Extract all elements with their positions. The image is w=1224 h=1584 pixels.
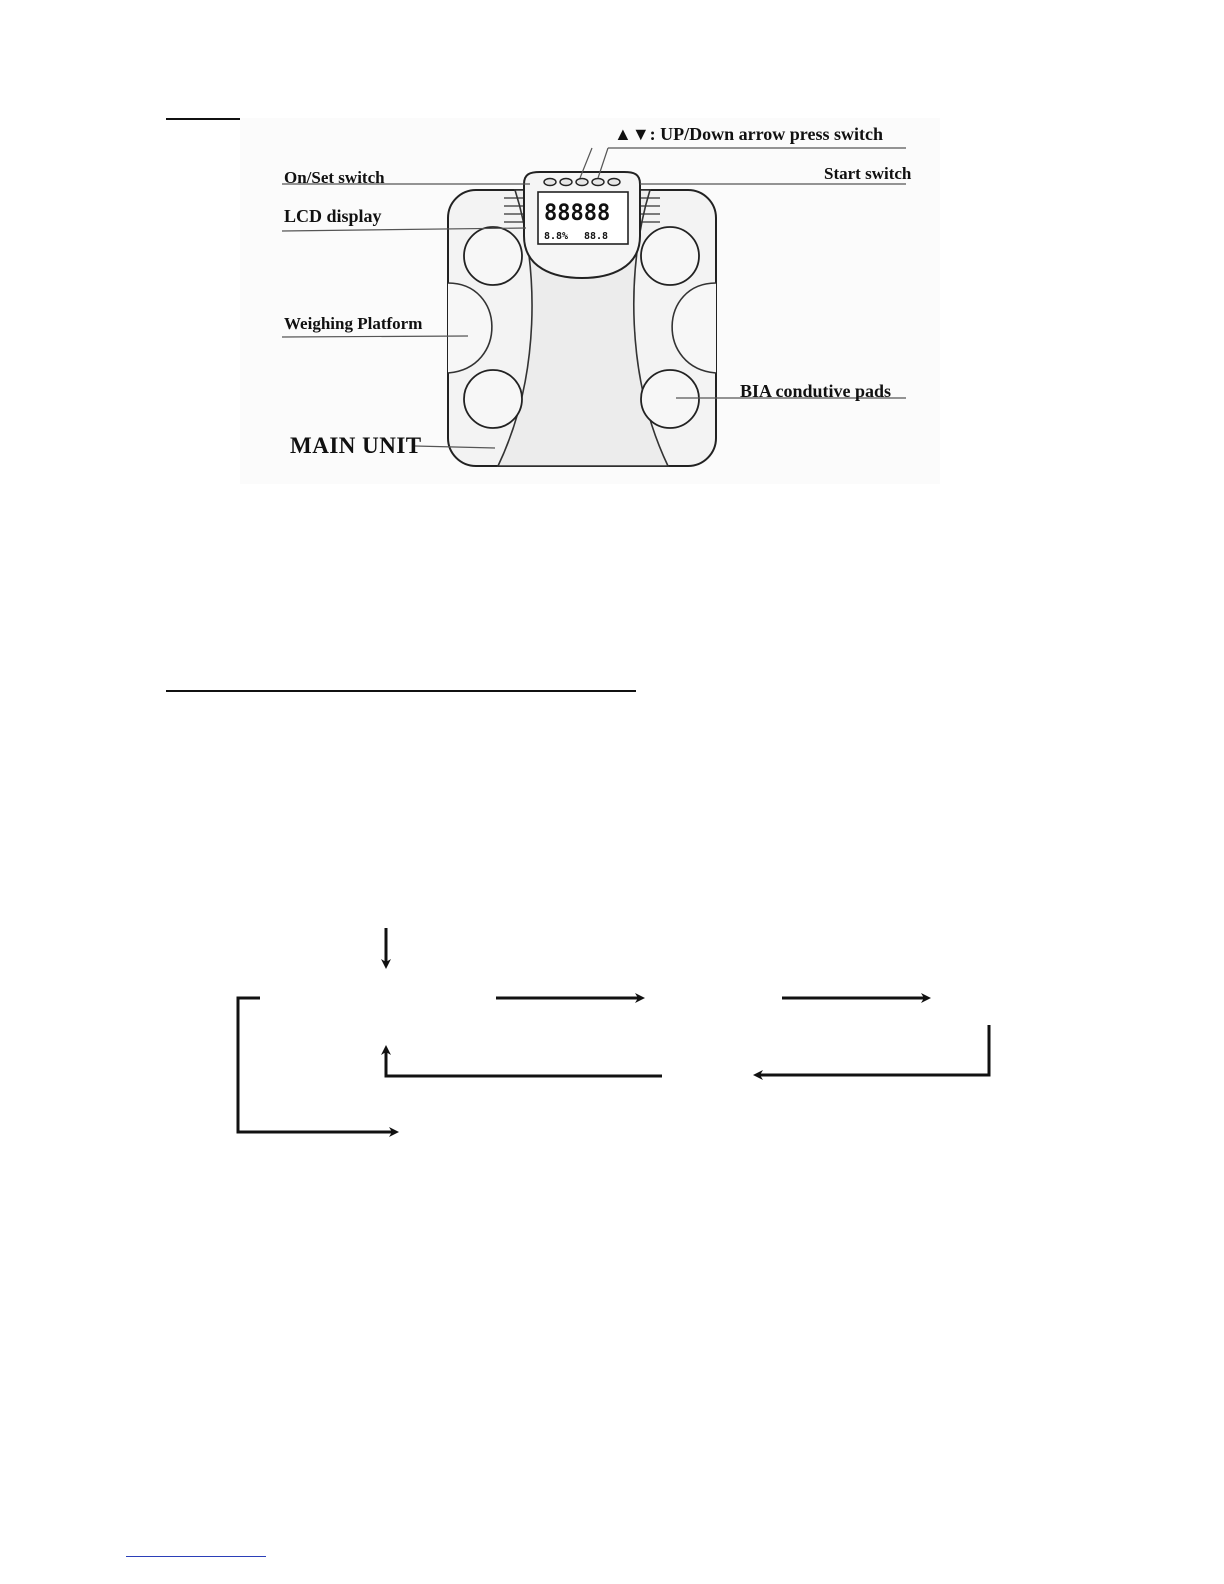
arrow-return-right <box>756 1025 989 1075</box>
arrow-switch-label: ▲▼: UP/Down arrow press switch <box>614 124 883 144</box>
lcd-display-label: LCD display <box>284 206 382 226</box>
start-switch-label: Start switch <box>824 164 912 183</box>
bia-pads-label: BIA condutive pads <box>740 381 892 401</box>
lcd-small-digits-2: 88.8 <box>584 231 609 242</box>
lcd-small-digits: 8.8% <box>544 231 569 242</box>
main-unit-label: MAIN UNIT <box>290 433 422 458</box>
weighing-platform-label: Weighing Platform <box>284 314 423 333</box>
on-set-switch-label: On/Set switch <box>284 168 385 187</box>
arrow-loop-left <box>238 998 396 1132</box>
footer-link-rule <box>126 1556 266 1557</box>
lcd-main-digits: 88888 <box>544 201 611 226</box>
arrow-return-up <box>386 1048 662 1076</box>
